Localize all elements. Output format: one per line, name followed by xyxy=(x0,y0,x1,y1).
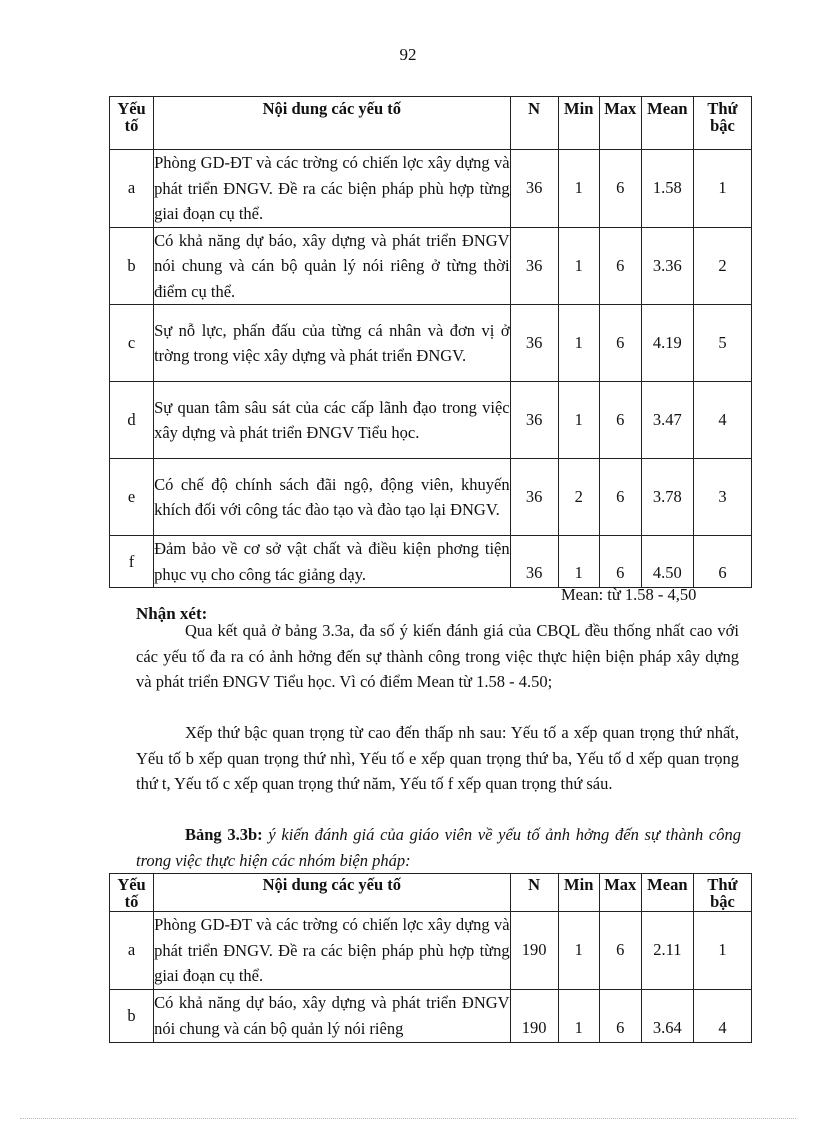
header-mean: Mean xyxy=(641,97,693,150)
value-mean: 3.78 xyxy=(641,459,693,536)
table-row xyxy=(110,989,752,1042)
value-rank: 1 xyxy=(693,912,751,990)
value-max: 6 xyxy=(599,150,641,228)
value-mean: 3.36 xyxy=(641,227,693,305)
table-row xyxy=(110,227,752,305)
header-max: Max xyxy=(599,97,641,150)
value-rank: 4 xyxy=(693,382,751,459)
remarks-paragraph-1-text: Qua kết quả ở bảng 3.3a, đa số ý kiến đánh giá của CBQL đều thống nhất cao với các yếu tố đa ra có ảnh hởng đến sự thành công trong việc thực hiện biện pháp xây dựng và phát triển ĐNGV Tiểu học. Vì có điểm Mean từ 1.58 - 4.50; xyxy=(136,621,739,691)
factor-id: f xyxy=(110,536,154,588)
value-max: 6 xyxy=(599,382,641,459)
value-n: 190 xyxy=(510,912,558,990)
value-max: 6 xyxy=(599,536,641,588)
remarks-heading: Nhận xét: xyxy=(136,604,208,623)
page-number: 92 xyxy=(399,45,417,64)
factor-id: b xyxy=(110,989,154,1042)
value-max: 6 xyxy=(599,989,641,1042)
remarks-paragraph-2-text: Xếp thứ bậc quan trọng từ cao đến thấp nh sau: Yếu tố a xếp quan trọng thứ nhất, Yếu tố b xếp quan trọng thứ nhì, Yếu tố e xếp quan trọng thứ ba, Yếu tố d xếp quan trọng thứ t, Yếu tố c xếp quan trọng thứ năm, Yếu tố f xếp quan trọng thứ sáu. xyxy=(136,723,739,793)
table-row xyxy=(110,382,752,459)
table-row xyxy=(110,912,752,990)
value-min: 1 xyxy=(558,305,599,382)
caption-label: Bảng 3.3b: xyxy=(185,825,263,844)
value-rank: 5 xyxy=(693,305,751,382)
factor-id: a xyxy=(110,150,154,228)
table-3-3b xyxy=(109,873,752,1043)
table-header-row xyxy=(110,874,752,912)
factor-content: Sự quan tâm sâu sát của các cấp lãnh đạo trong việc xây dựng và phát triển ĐNGV Tiểu học. xyxy=(154,382,511,459)
header-content: Nội dung các yếu tố xyxy=(154,97,511,150)
header-min: Min xyxy=(558,874,599,912)
factor-id: b xyxy=(110,227,154,305)
header-content: Nội dung các yếu tố xyxy=(154,874,511,912)
value-mean: 2.11 xyxy=(641,912,693,990)
header-rank: Thứ bậc xyxy=(693,874,751,912)
factor-content: Phòng GD-ĐT và các trờng có chiến lợc xây dựng và phát triển ĐNGV. Đề ra các biện pháp phù hợp từng giai đoạn cụ thể. xyxy=(154,912,511,990)
caption-text: ý kiến đánh giá của giáo viên về yếu tố ảnh hởng đến sự thành công trong việc thực hiện các nhóm biện pháp: xyxy=(136,825,741,870)
header-factor: Yếu tố xyxy=(110,874,154,912)
value-n: 190 xyxy=(510,989,558,1042)
factor-id: c xyxy=(110,305,154,382)
page-bottom-rule xyxy=(20,1118,796,1119)
value-min: 1 xyxy=(558,989,599,1042)
table-header-row xyxy=(110,97,752,150)
factor-id: a xyxy=(110,912,154,990)
value-max: 6 xyxy=(599,459,641,536)
value-min: 1 xyxy=(558,382,599,459)
remarks-paragraph-1 xyxy=(136,618,739,695)
value-min: 2 xyxy=(558,459,599,536)
value-min: 1 xyxy=(558,536,599,588)
value-min: 1 xyxy=(558,912,599,990)
value-mean: 4.50 xyxy=(641,536,693,588)
value-n: 36 xyxy=(510,305,558,382)
table-row xyxy=(110,459,752,536)
value-mean: 3.64 xyxy=(641,989,693,1042)
value-max: 6 xyxy=(599,305,641,382)
table-row xyxy=(110,150,752,228)
table-row xyxy=(110,536,752,588)
header-n: N xyxy=(510,874,558,912)
factor-content: Có khả năng dự báo, xây dựng và phát triển ĐNGV nói chung và cán bộ quản lý nói riêng ở từng thời điểm cụ thể. xyxy=(154,227,511,305)
table-caption xyxy=(136,822,741,874)
value-min: 1 xyxy=(558,227,599,305)
mean-range-note: Mean: từ 1.58 - 4,50 xyxy=(561,585,697,604)
value-rank: 6 xyxy=(693,536,751,588)
value-n: 36 xyxy=(510,536,558,588)
header-mean: Mean xyxy=(641,874,693,912)
header-rank: Thứ bậc xyxy=(693,97,751,150)
factor-content: Sự nỗ lực, phấn đấu của từng cá nhân và đơn vị ở trờng trong việc xây dựng và phát triển ĐNGV. xyxy=(154,305,511,382)
value-mean: 1.58 xyxy=(641,150,693,228)
factor-content: Có chế độ chính sách đãi ngộ, động viên, khuyến khích đối với công tác đào tạo và đào tạo lại ĐNGV. xyxy=(154,459,511,536)
value-rank: 4 xyxy=(693,989,751,1042)
value-mean: 3.47 xyxy=(641,382,693,459)
value-rank: 3 xyxy=(693,459,751,536)
factor-content: Đảm bảo về cơ sở vật chất và điều kiện phơng tiện phục vụ cho công tác giảng dạy. xyxy=(154,536,511,588)
header-min: Min xyxy=(558,97,599,150)
value-max: 6 xyxy=(599,912,641,990)
header-factor: Yếu tố xyxy=(110,97,154,150)
value-rank: 1 xyxy=(693,150,751,228)
header-max: Max xyxy=(599,874,641,912)
value-n: 36 xyxy=(510,227,558,305)
value-n: 36 xyxy=(510,459,558,536)
value-n: 36 xyxy=(510,382,558,459)
value-n: 36 xyxy=(510,150,558,228)
table-row xyxy=(110,305,752,382)
value-max: 6 xyxy=(599,227,641,305)
table-3-3a xyxy=(109,96,752,588)
factor-id: d xyxy=(110,382,154,459)
factor-id: e xyxy=(110,459,154,536)
header-n: N xyxy=(510,97,558,150)
factor-content: Có khả năng dự báo, xây dựng và phát triển ĐNGV nói chung và cán bộ quản lý nói riêng xyxy=(154,989,511,1042)
remarks-paragraph-2 xyxy=(136,720,739,797)
value-min: 1 xyxy=(558,150,599,228)
value-rank: 2 xyxy=(693,227,751,305)
factor-content: Phòng GD-ĐT và các trờng có chiến lợc xây dựng và phát triển ĐNGV. Đề ra các biện pháp phù hợp từng giai đoạn cụ thể. xyxy=(154,150,511,228)
value-mean: 4.19 xyxy=(641,305,693,382)
